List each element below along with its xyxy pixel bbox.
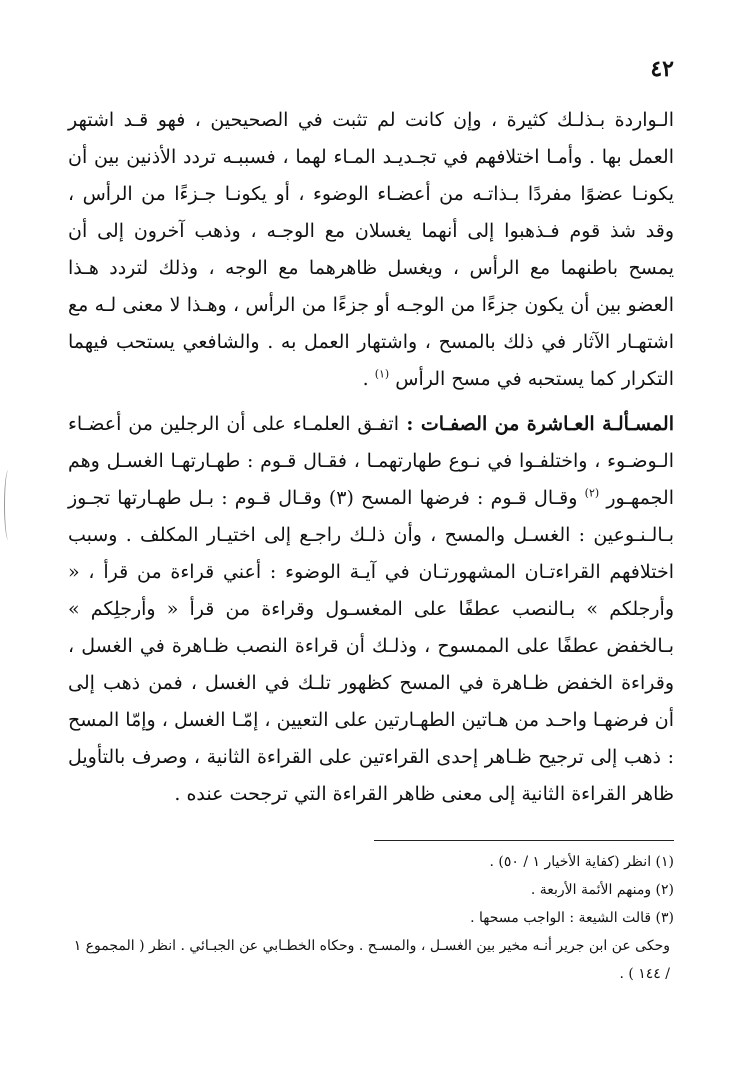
- footnote-1: (١) انظر (كفاية الأخيار ١ / ٥٠) .: [489, 854, 674, 870]
- paragraph-2: [68, 406, 674, 813]
- footnote-ref-1[interactable]: (١): [374, 367, 390, 381]
- footnote-2: (٢) ومنهم الأئمة الأربعة .: [530, 882, 674, 898]
- paragraph-1-text: الـواردة بـذلـك كثيرة ، وإن كانت لم تثبت في الصحيحين ، فهو قـد اشتهر العمل بها . وأمـا اختلافهم في تجـديـد المـاء لهما ، فسببـه تردد الأذنين بين أن يكونـا عضوًا مفردًا بـذاتـه من أعضـاء الوضوء ، أو يكونـا جـزءًا من الرأس ، وقد شذ قوم فـذهبوا إلى أنهما يغسلان مع الوجـه ، وذهب آخرون إلى أن يمسح باطنهما مع الرأس ، ويغسل ظاهرهما مع الوجه ، وذلك لتردد هـذا العضو بين أن يكون جزءًا من الوجـه أو جزءًا من الرأس ، وهـذا لا معنى لـه مع اشتهـار الآثار في ذلك بالمسح ، واشتهار العمل به . والشافعي يستحب فيهما التكرار كما يستحبه في مسح الرأس: [68, 109, 674, 390]
- paragraph-1-tail: .: [362, 368, 369, 390]
- section-heading: المسـألـة العـاشرة من الصفـات :: [398, 413, 674, 435]
- paragraph-2-tail: وقـال قـوم : فرضها المسح (٣) وقـال قـوم : بـل طهـارتها تجـوز بـالـنـوعين : الغسـل والمسح ، وأن ذلـك راجـع إلى اختيـار المكلف . وسبب اختلافهم القراءتـان المشهورتـان في آيـة الوضوء : أعني قراءة من قرأ ، « وأرجلكم » بـالنصب عطفًا على المغسـول وقراءة من قرأ « وأرجلِكم » بـالخفض عطفًا على الممسوح ، وذلـك أن قراءة النصب ظـاهرة في الغسل ، وقراءة الخفض ظـاهرة في المسح كظهور تلـك في الغسل ، فمن ذهب إلى أن فرضهـا واحـد من هـاتين الطهـارتين على التعيين ، إمّـا الغسل ، وإمّا المسح : ذهب إلى ترجيح ظـاهر إحدى القراءتين على القراءة الثانية ، وصرف بالتأويل ظاهر القراءة الثانية إلى معنى ظاهر القراءة التي ترجحت عنده .: [68, 487, 674, 805]
- paragraph-1: [68, 102, 674, 398]
- paragraph-2-text: اتفـق العلمـاء على أن الرجلين من أعضـاء الـوضـوء ، واختلفـوا في نـوع طهارتهمـا ، فقـال قـوم : طهـارتهـا الغسـل وهم الجمهـور: [68, 413, 674, 509]
- margin-mark: [4, 470, 13, 540]
- footnotes: [68, 848, 674, 988]
- footnote-ref-2[interactable]: (٢): [584, 486, 600, 500]
- page-number: ٤٢: [650, 56, 674, 82]
- footnote-3-continuation: وحكى عن ابن جرير أنـه مخير بين الغسـل ، والمسـح . وحكاه الخطـابي عن الجبـائي . انظر ( المجموع ١ / ١٤٤ ) .: [73, 938, 670, 982]
- footnote-divider: [374, 840, 674, 841]
- body-text: [68, 102, 674, 813]
- footnote-3: (٣) قالت الشيعة : الواجب مسحها .: [470, 910, 674, 926]
